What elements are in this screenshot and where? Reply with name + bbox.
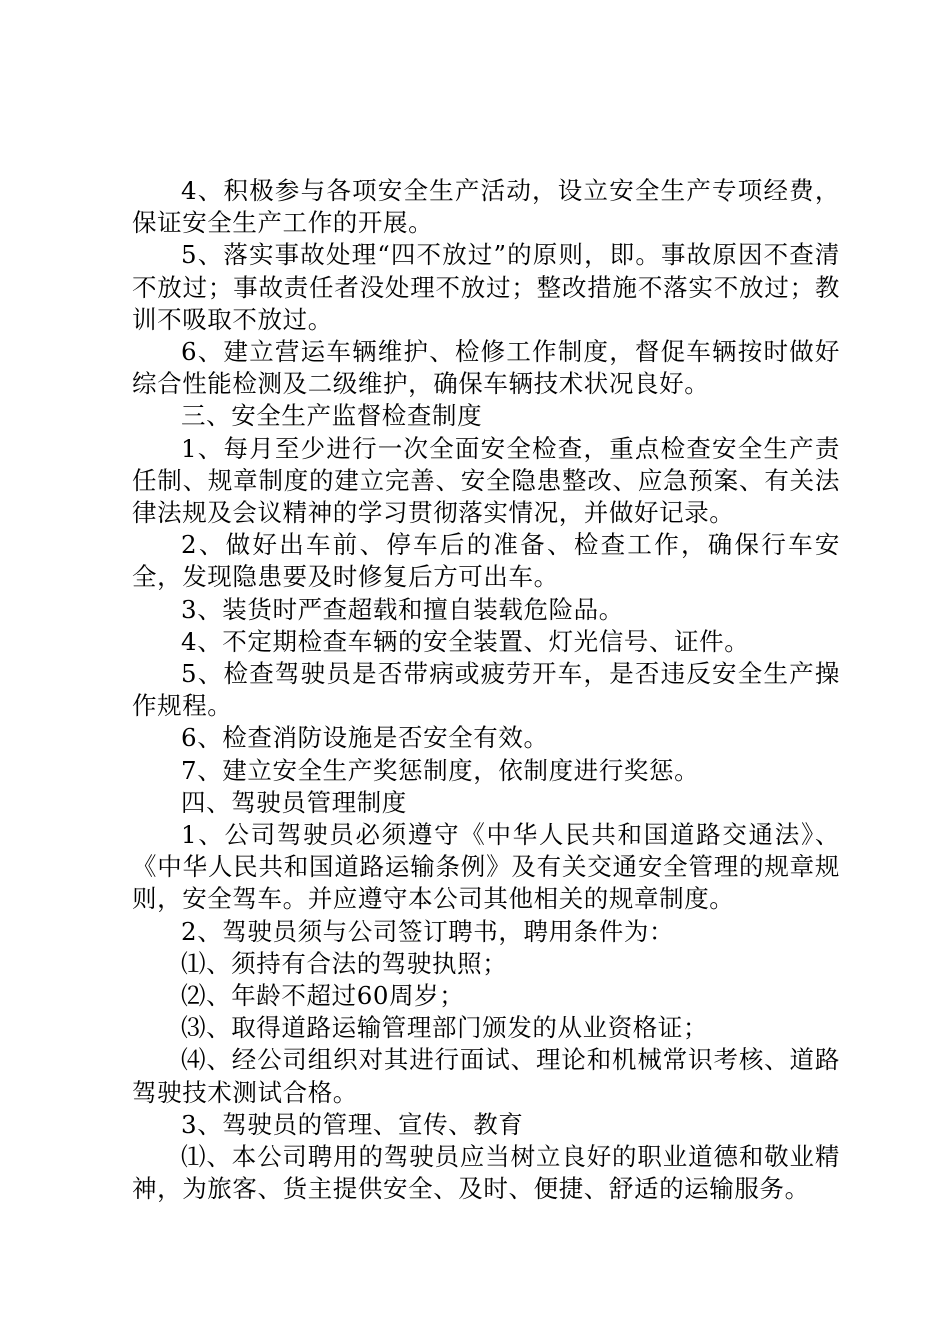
paragraph-inspection-3: 3、装货时严查超载和擅自装载危险品。 [181,594,624,624]
paragraph-inspection-7: 7、建立安全生产奖惩制度，依制度进行奖惩。 [181,755,700,785]
paragraph-driver-2: 2、驾驶员须与公司签订聘书，聘用条件为： [181,916,675,946]
section-heading-4: 四、驾驶员管理制度 [181,787,407,817]
paragraph-item-5-accident-principle: 5、落实事故处理“四不放过”的原则，即。事故原因不查清不放过；事故责任者没处理不放过；整改措施不落实不放过；教训不吸取不放过。 [132,240,840,334]
paragraph-inspection-6: 6、检查消防设施是否安全有效。 [181,723,549,753]
document-body [132,175,840,1206]
paragraph-item-6-maintenance: 6、建立营运车辆维护、检修工作制度，督促车辆按时做好综合性能检测及二级维护，确保车辆技术状况良好。 [132,337,840,399]
paragraph-inspection-4: 4、不定期检查车辆的安全装置、灯光信号、证件。 [181,626,750,656]
paragraph-condition-4: ⑷、经公司组织对其进行面试、理论和机械常识考核、道路驾驶技术测试合格。 [132,1045,840,1107]
paragraph-education-1: ⑴、本公司聘用的驾驶员应当树立良好的职业道德和敬业精神，为旅客、货主提供安全、及时、便捷、舒适的运输服务。 [132,1142,840,1204]
paragraph-driver-3: 3、驾驶员的管理、宣传、教育 [181,1109,524,1139]
paragraph-inspection-1: 1、每月至少进行一次全面安全检查，重点检查安全生产责任制、规章制度的建立完善、安全隐患整改、应急预案、有关法律法规及会议精神的学习贯彻落实情况，并做好记录。 [132,433,840,528]
paragraph-inspection-5: 5、检查驾驶员是否带病或疲劳开车，是否违反安全生产操作规程。 [132,659,840,721]
paragraph-condition-2: ⑵、年龄不超过60周岁； [181,981,465,1011]
paragraph-item-4-funding: 4、积极参与各项安全生产活动，设立安全生产专项经费，保证安全生产工作的开展。 [132,176,840,238]
section-heading-3: 三、安全生产监督检查制度 [181,401,483,431]
paragraph-inspection-2: 2、做好出车前、停车后的准备、检查工作，确保行车安全，发现隐患要及时修复后方可出车。 [132,530,840,592]
paragraph-condition-3: ⑶、取得道路运输管理部门颁发的从业资格证； [181,1013,709,1043]
paragraph-driver-1: 1、公司驾驶员必须遵守《中华人民共和国道路交通法》、《中华人民共和国道路运输条例》及有关交通安全管理的规章规则，安全驾车。并应遵守本公司其他相关的规章制度。 [132,820,840,914]
paragraph-condition-1: ⑴、须持有合法的驾驶执照； [181,948,508,978]
